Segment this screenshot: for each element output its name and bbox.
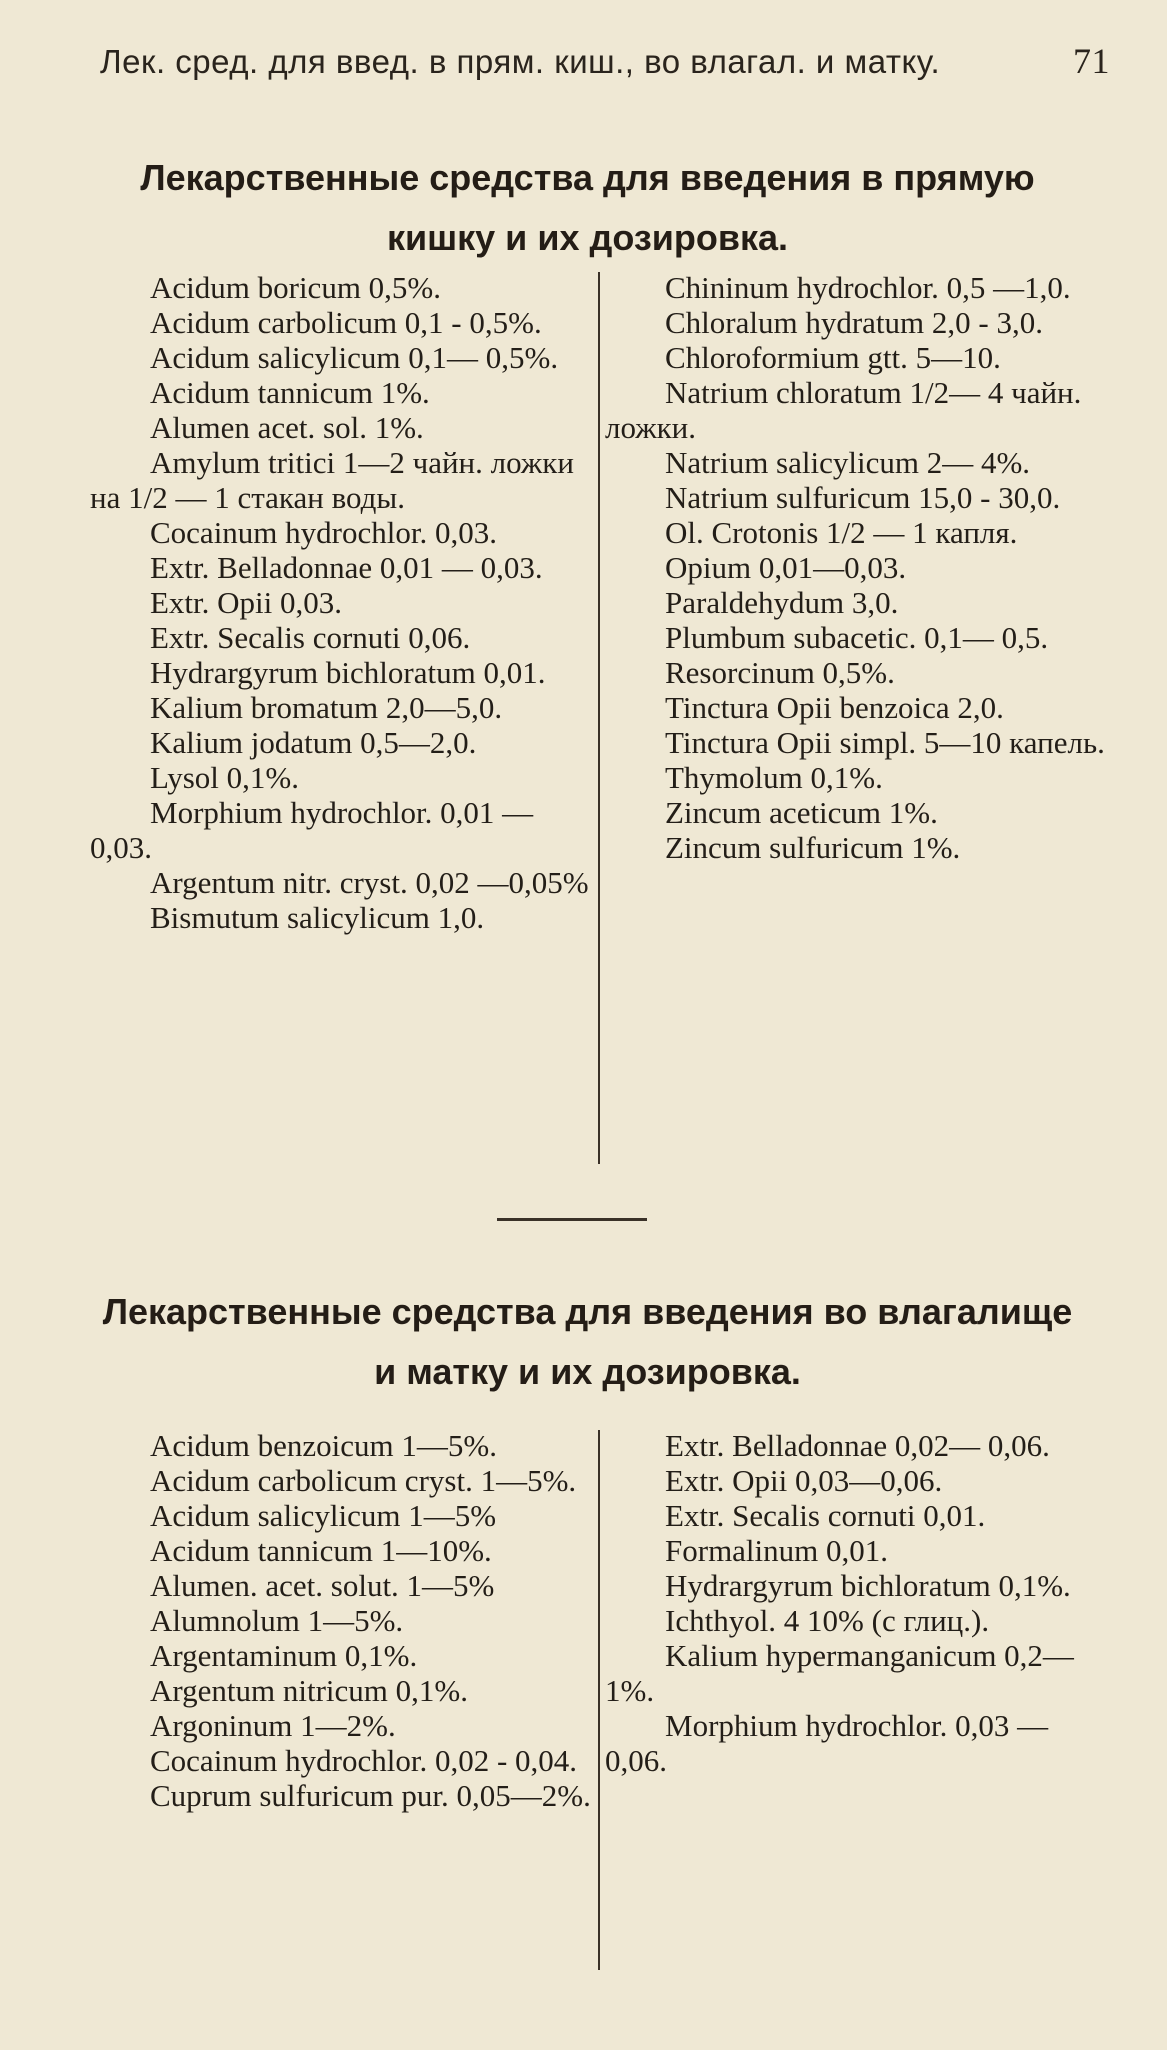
dosage-entry: Tinctura Opii simpl. 5—10 капель. (665, 725, 1105, 760)
dosage-entry: Alumen acet. sol. 1%. (150, 410, 424, 445)
section2-title (85, 1282, 1090, 1402)
dosage-entry: Ol. Crotonis 1/2 — 1 капля. (665, 515, 1018, 550)
dosage-entry: Thymolum 0,1%. (665, 760, 883, 795)
dosage-entry: Argentaminum 0,1%. (150, 1638, 418, 1673)
dosage-entry: Cocainum hydrochlor. 0,02 - 0,04. (150, 1743, 578, 1778)
dosage-entry: Zincum aceticum 1%. (665, 795, 938, 830)
dosage-entry: Natrium chloratum 1/2— 4 чайн. ложки. (605, 375, 1082, 445)
dosage-entry: Cuprum sulfuricum pur. 0,05—2%. (150, 1778, 591, 1813)
dosage-entry: Paraldehydum 3,0. (665, 585, 899, 620)
dosage-entry: Amylum tritici 1—2 чайн. ложки на 1/2 — 1 стакан воды. (90, 445, 574, 515)
section1-title-line1: Лекарственные средства для введения в прямую (140, 157, 1035, 198)
dosage-entry: Acidum boricum 0,5%. (150, 270, 442, 305)
dosage-entry: Extr. Secalis cornuti 0,06. (150, 620, 471, 655)
dosage-entry: Morphium hydrochlor. 0,03 —0,06. (605, 1708, 1049, 1778)
section2-title-line2: и матку и их дозировка. (374, 1351, 801, 1392)
dosage-entry: Acidum benzoicum 1—5%. (150, 1428, 497, 1463)
dosage-entry: Plumbum subacetic. 0,1— 0,5. (665, 620, 1049, 655)
section1-right-column (605, 270, 1110, 865)
dosage-entry: Acidum salicylicum 0,1— 0,5%. (150, 340, 559, 375)
dosage-entry: Extr. Belladonnae 0,01 — 0,03. (150, 550, 543, 585)
running-head (100, 40, 1110, 82)
dosage-entry: Natrium sulfuricum 15,0 - 30,0. (665, 480, 1061, 515)
dosage-entry: Hydrargyrum bichloratum 0,01. (150, 655, 546, 690)
dosage-entry: Acidum salicylicum 1—5% (150, 1498, 497, 1533)
dosage-entry: Extr. Opii 0,03. (150, 585, 343, 620)
dosage-entry: Formalinum 0,01. (665, 1533, 889, 1568)
section2-column-divider (598, 1430, 600, 1970)
section1-title (95, 148, 1080, 268)
section1-left-column (90, 270, 595, 935)
dosage-entry: Cocainum hydrochlor. 0,03. (150, 515, 497, 550)
section1-column-divider (598, 272, 600, 1164)
dosage-entry: Extr. Secalis cornuti 0,01. (665, 1498, 986, 1533)
dosage-entry: Argentum nitr. cryst. 0,02 —0,05% (150, 865, 589, 900)
dosage-entry: Acidum tannicum 1%. (150, 375, 430, 410)
dosage-entry: Tinctura Opii benzoica 2,0. (665, 690, 1004, 725)
page-number: 71 (1073, 41, 1110, 81)
dosage-entry: Alumnolum 1—5%. (150, 1603, 404, 1638)
dosage-entry: Kalium hypermanganicum 0,2—1%. (605, 1638, 1074, 1708)
dosage-entry: Bismutum salicylicum 1,0. (150, 900, 485, 935)
section2-title-line1: Лекарственные средства для введения во влагалище (102, 1291, 1073, 1332)
dosage-entry: Extr. Opii 0,03—0,06. (665, 1463, 943, 1498)
section2-right-column (605, 1428, 1110, 1778)
dosage-entry: Chininum hydrochlor. 0,5 —1,0. (665, 270, 1071, 305)
section-separator-rule (497, 1218, 647, 1221)
dosage-entry: Opium 0,01—0,03. (665, 550, 907, 585)
running-head-text: Лек. сред. для введ. в прям. киш., во влагал. и матку. (100, 43, 941, 80)
dosage-entry: Ichthyol. 4 10% (с глиц.). (665, 1603, 990, 1638)
section2-left-column (90, 1428, 595, 1813)
dosage-entry: Acidum carbolicum cryst. 1—5%. (150, 1463, 577, 1498)
dosage-entry: Natrium salicylicum 2— 4%. (665, 445, 1031, 480)
dosage-entry: Extr. Belladonnae 0,02— 0,06. (665, 1428, 1050, 1463)
dosage-entry: Lysol 0,1%. (150, 760, 299, 795)
dosage-entry: Acidum tannicum 1—10%. (150, 1533, 492, 1568)
dosage-entry: Resorcinum 0,5%. (665, 655, 895, 690)
dosage-entry: Acidum carbolicum 0,1 - 0,5%. (150, 305, 542, 340)
dosage-entry: Argentum nitricum 0,1%. (150, 1673, 468, 1708)
dosage-entry: Chloralum hydratum 2,0 - 3,0. (665, 305, 1043, 340)
dosage-entry: Hydrargyrum bichloratum 0,1%. (665, 1568, 1071, 1603)
section1-title-line2: кишку и их дозировка. (386, 217, 789, 258)
dosage-entry: Zincum sulfuricum 1%. (665, 830, 961, 865)
dosage-entry: Morphium hydrochlor. 0,01 —0,03. (90, 795, 534, 865)
dosage-entry: Kalium bromatum 2,0—5,0. (150, 690, 503, 725)
dosage-entry: Kalium jodatum 0,5—2,0. (150, 725, 477, 760)
dosage-entry: Chloroformium gtt. 5—10. (665, 340, 1001, 375)
dosage-entry: Alumen. acet. solut. 1—5% (150, 1568, 495, 1603)
dosage-entry: Argoninum 1—2%. (150, 1708, 396, 1743)
